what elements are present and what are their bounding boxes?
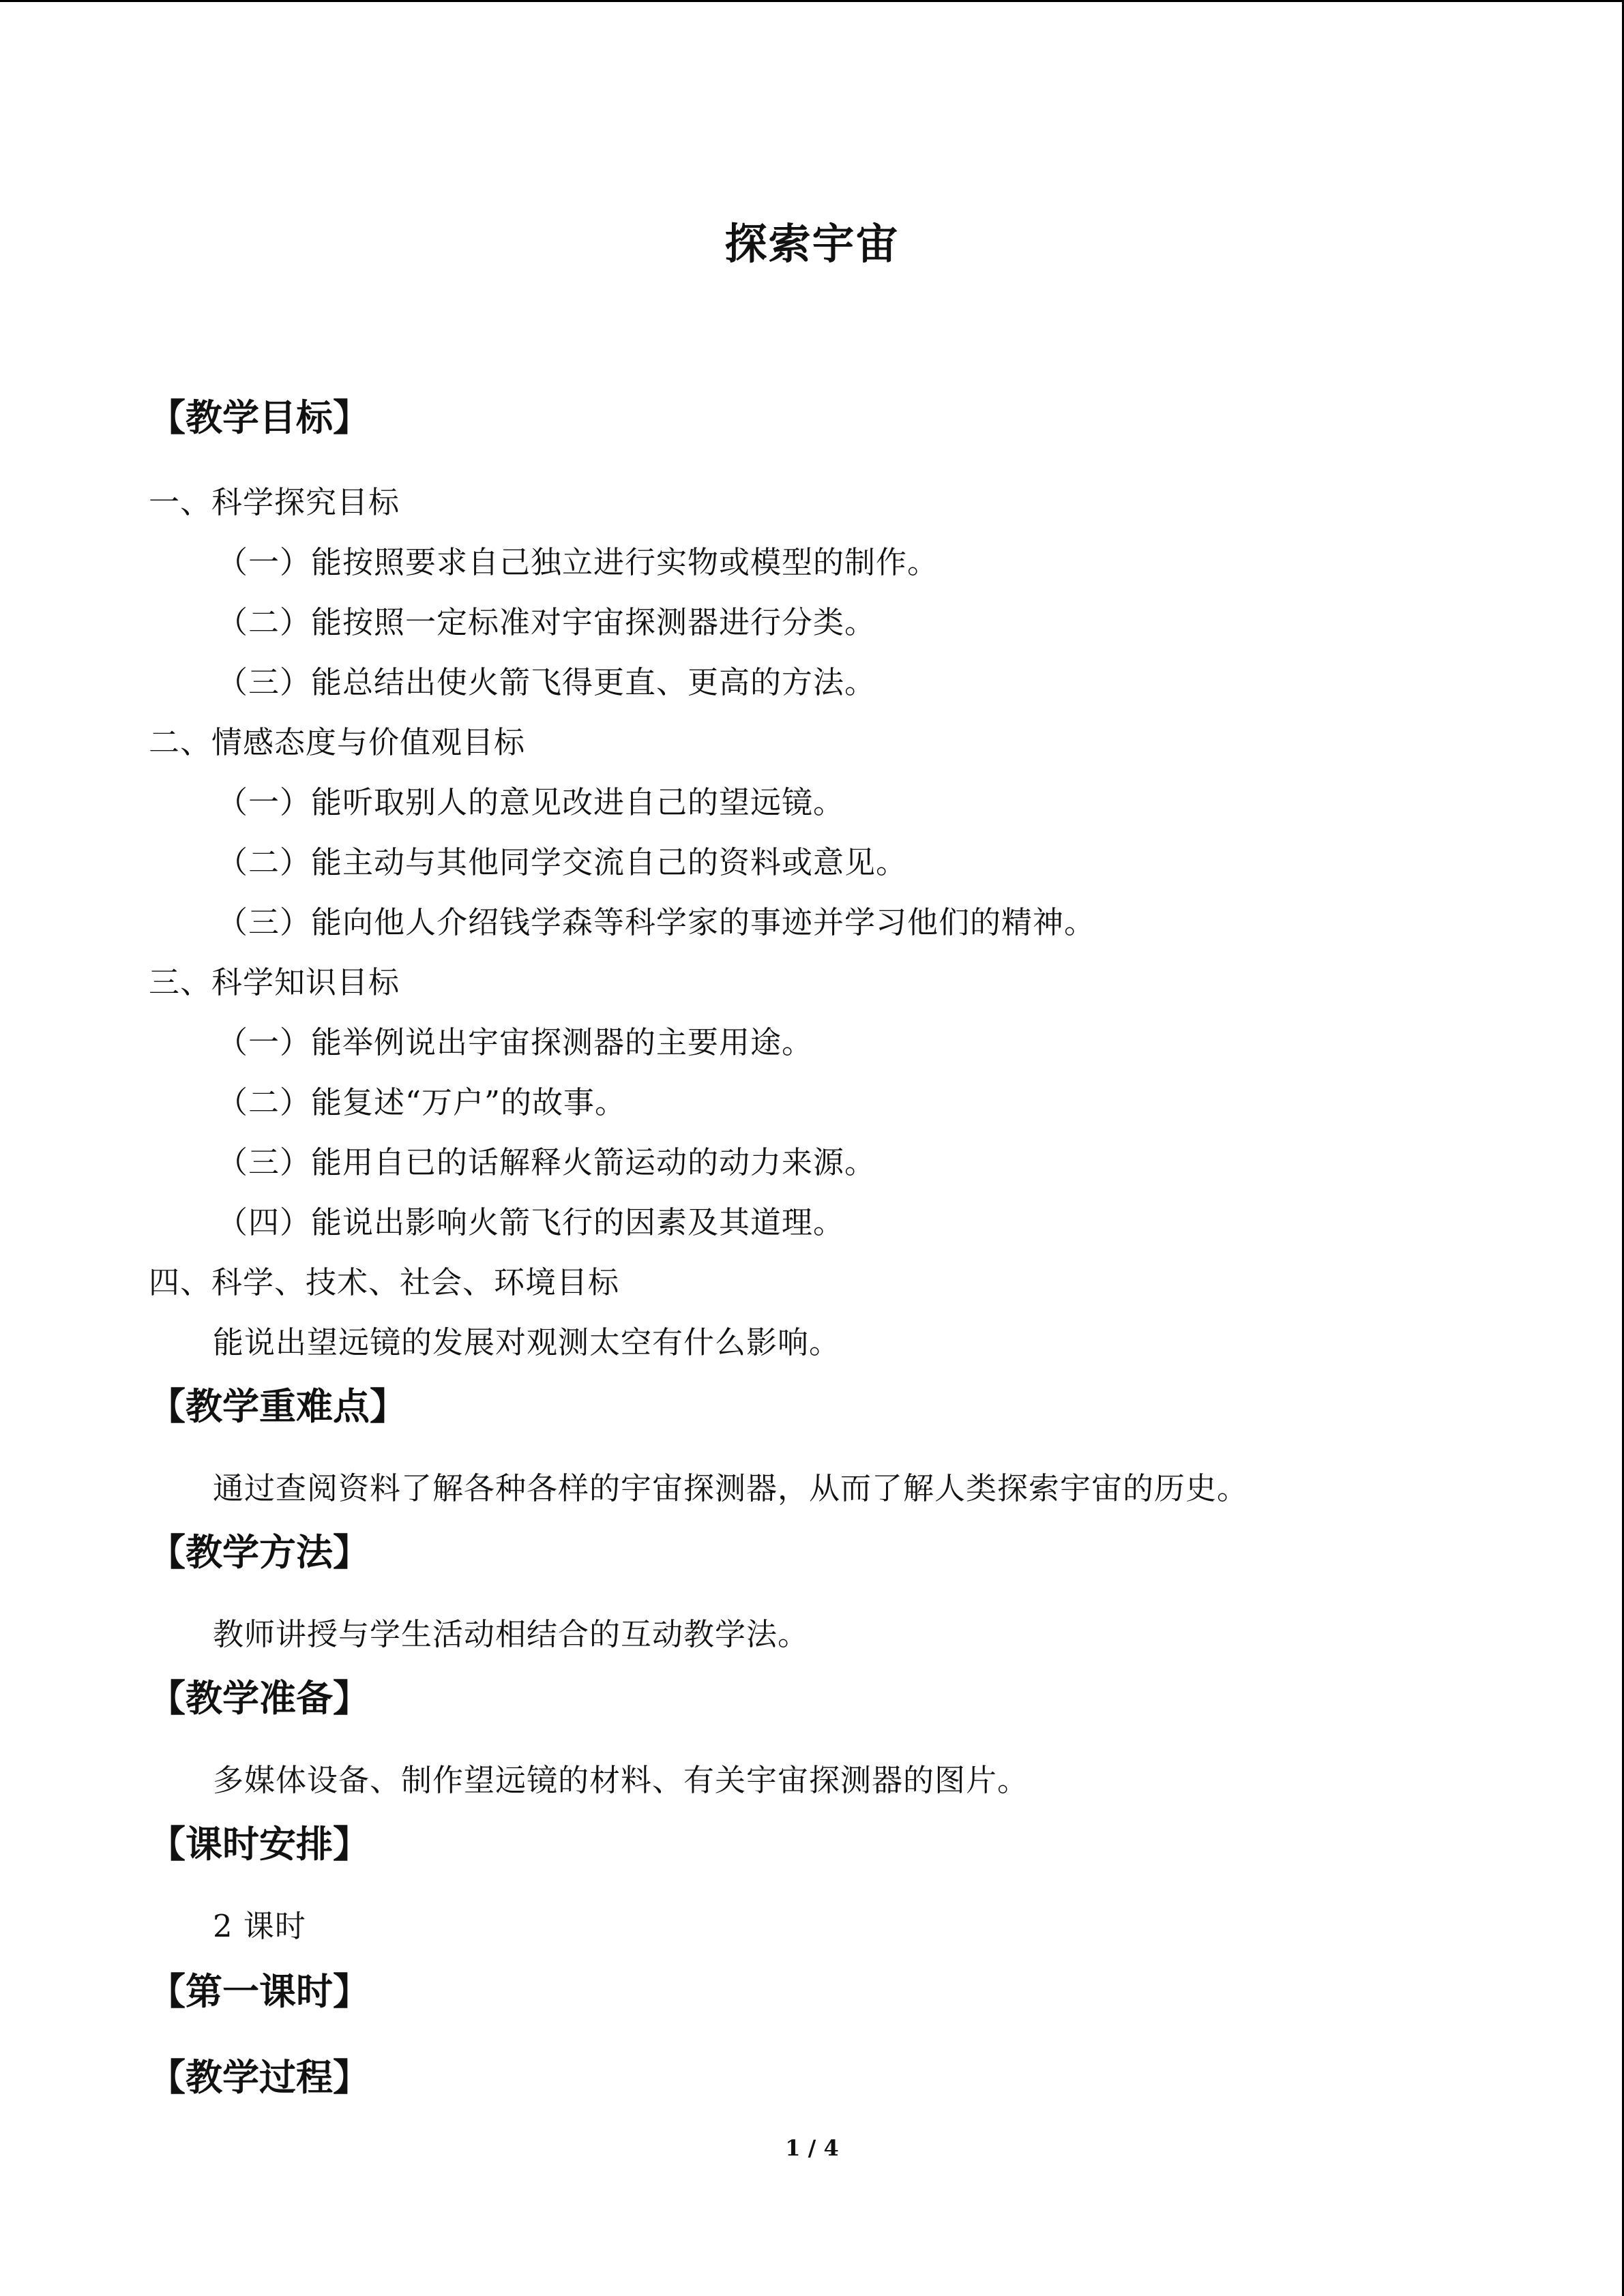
page-border-top — [0, 0, 1624, 2]
heading-process: 【教学过程】 — [149, 2056, 370, 2099]
objective-group-label: 二、情感态度与价值观目标 — [149, 724, 526, 760]
objective-item: （三）能向他人介绍钱学森等科学家的事迹并学习他们的精神。 — [217, 904, 1096, 940]
page-number: 1 / 4 — [785, 2135, 839, 2161]
methods-text: 教师讲授与学生活动相结合的互动教学法。 — [213, 1616, 810, 1652]
preparation-text: 多媒体设备、制作望远镜的材料、有关宇宙探测器的图片。 — [213, 1762, 1029, 1798]
heading-methods: 【教学方法】 — [149, 1531, 370, 1574]
objective-item: （四）能说出影响火箭飞行的因素及其道理。 — [217, 1204, 845, 1240]
objective-item: （一）能听取别人的意见改进自己的望远镜。 — [217, 784, 845, 820]
heading-objectives: 【教学目标】 — [149, 396, 370, 439]
objective-item: （三）能用自已的话解释火箭运动的动力来源。 — [217, 1144, 876, 1180]
objective-item: 能说出望远镜的发展对观测太空有什么影响。 — [213, 1324, 841, 1360]
key-points-text: 通过查阅资料了解各种各样的宇宙探测器，从而了解人类探索宇宙的历史。 — [213, 1470, 1249, 1506]
heading-preparation: 【教学准备】 — [149, 1677, 370, 1720]
objective-group-label: 一、科学探究目标 — [149, 484, 400, 520]
objective-item: （一）能举例说出宇宙探测器的主要用途。 — [217, 1024, 814, 1060]
heading-schedule: 【课时安排】 — [149, 1823, 370, 1866]
objective-item: （二）能复述“万户”的故事。 — [217, 1084, 627, 1120]
objective-item: （二）能主动与其他同学交流自己的资料或意见。 — [217, 844, 908, 880]
objective-item: （二）能按照一定标准对宇宙探测器进行分类。 — [217, 604, 876, 640]
objective-item: （三）能总结出使火箭飞得更直、更高的方法。 — [217, 664, 876, 700]
heading-first-lesson: 【第一课时】 — [149, 1970, 370, 2013]
objective-item: （一）能按照要求自己独立进行实物或模型的制作。 — [217, 544, 939, 580]
objective-group-label: 三、科学知识目标 — [149, 964, 400, 1000]
schedule-text: 2 课时 — [213, 1908, 306, 1944]
heading-key-points: 【教学重难点】 — [149, 1385, 407, 1428]
document-title: 探索宇宙 — [724, 219, 900, 269]
objective-group-label: 四、科学、技术、社会、环境目标 — [149, 1264, 620, 1300]
